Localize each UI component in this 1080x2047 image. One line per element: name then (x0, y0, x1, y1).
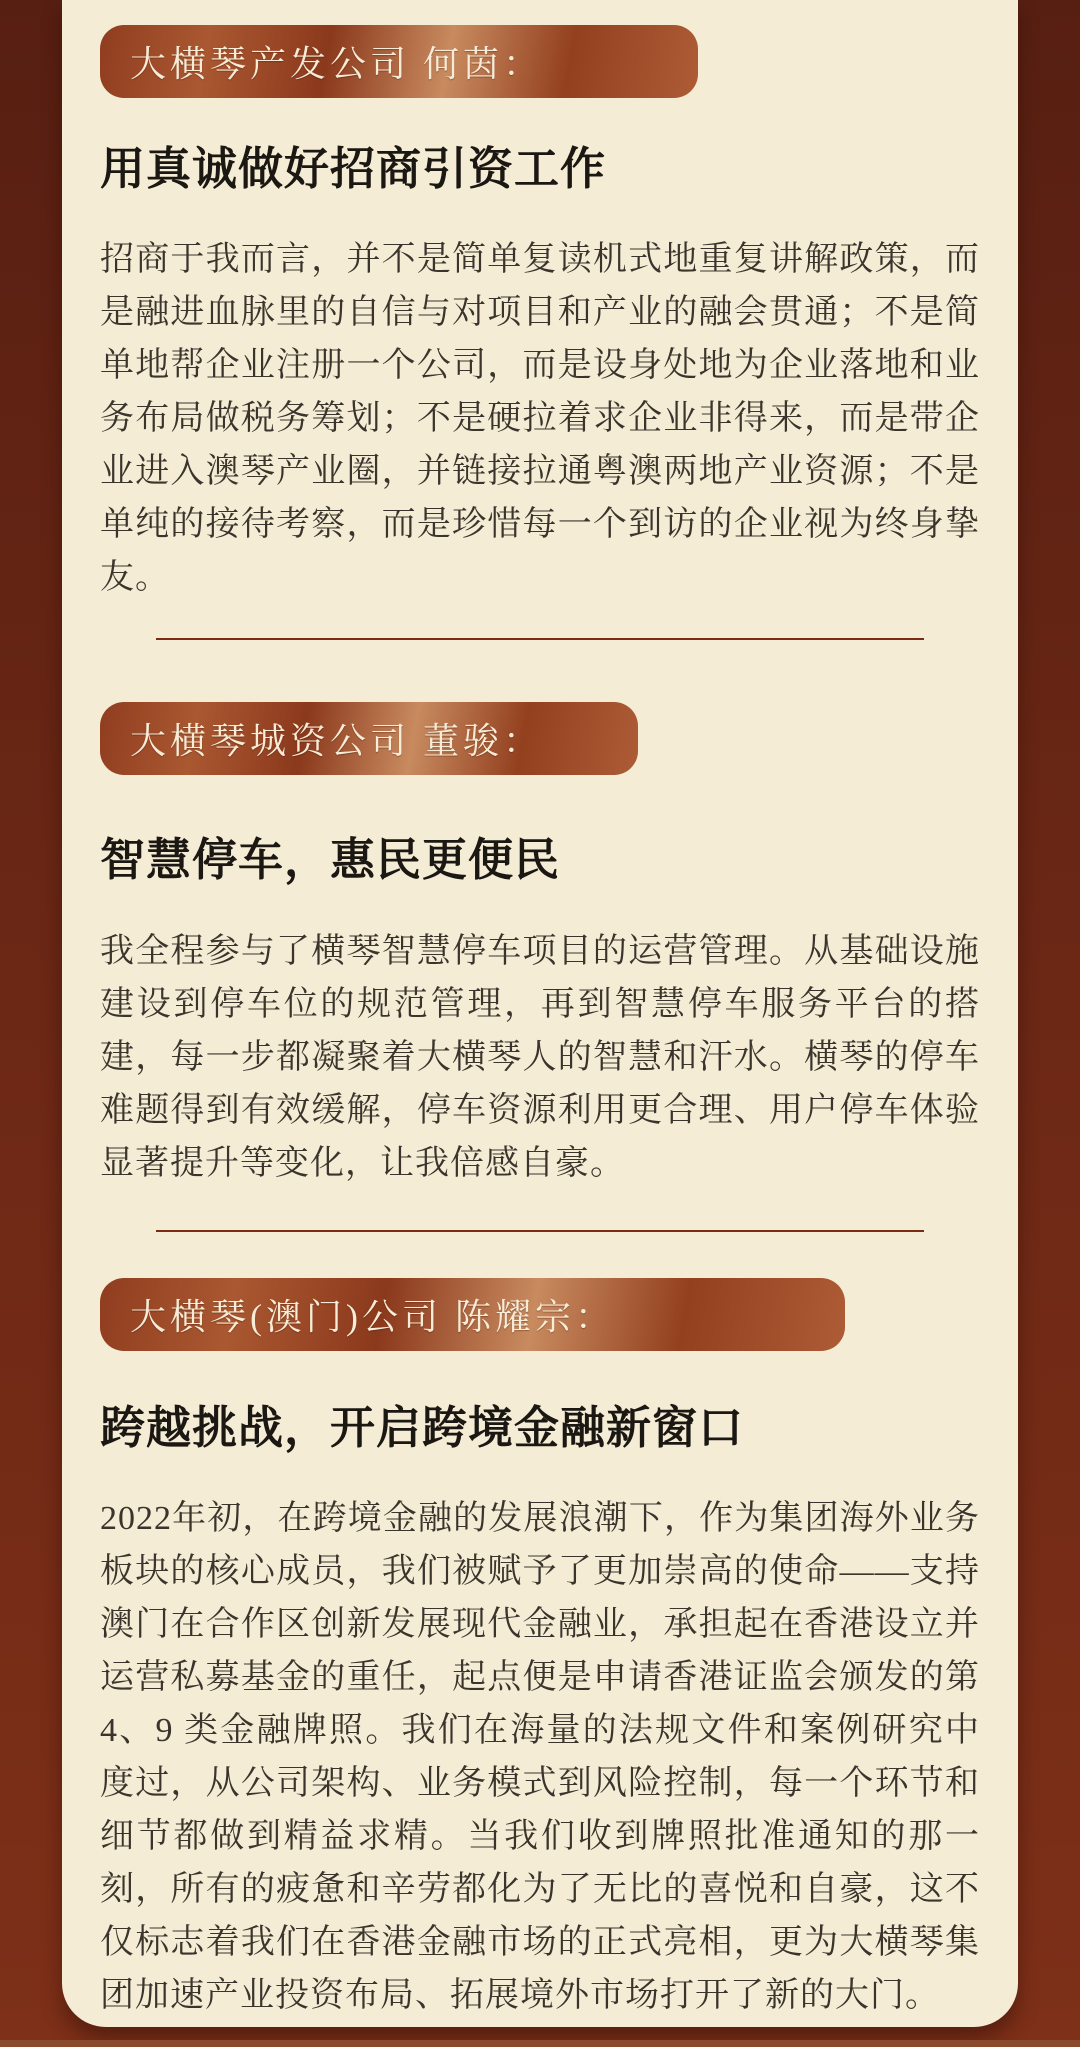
speaker-badge-label: 大横琴产发公司 何茵： (130, 44, 544, 84)
testimonial-body: 招商于我而言，并不是简单复读机式地重复讲解政策，而是融进血脉里的自信与对项目和产业的融会贯通；不是简单地帮企业注册一个公司，而是设身处地为企业落地和业务布局做税务筹划；不是硬拉着求企业非得来，而是带企业进入澳琴产业圈，并链接拉通粤澳两地产业资源；不是单纯的接待考察，而是珍惜每一个到访的企业视为终身挚友。 (100, 241, 980, 597)
testimonial-heading: 跨越挑战，开启跨境金融新窗口 (100, 1402, 745, 1453)
testimonial-body: 2022年初，在跨境金融的发展浪潮下，作为集团海外业务板块的核心成员，我们被赋予了更加崇高的使命——支持澳门在合作区创新发展现代金融业，承担起在香港设立并运营私募基金的重任，起点便是申请香港证监会颁发的第 4、9 类金融牌照。我们在海量的法规文件和案例研究中度过，从公司架构、业务模式到风险控制，每一个环节和细节都做到精益求精。当我们收到牌照批准通知的那一刻，所有的疲惫和辛劳都化为了无比的喜悦和自豪，这不仅标志着我们在香港金融市场的正式亮相，更为大横琴集团加速产业投资布局、拓展境外市场打开了新的大门。 (100, 1500, 980, 2015)
testimonial-section-chanfa (100, 25, 980, 604)
speaker-badge-label: 大横琴(澳门)公司 陈耀宗： (130, 1296, 615, 1337)
article-panel (62, 0, 1018, 2027)
testimonial-section-macau (100, 1278, 980, 2022)
testimonial-heading: 用真诚做好招商引资工作 (100, 144, 607, 194)
next-card-edge (0, 2040, 1080, 2047)
testimonial-section-chengzi (100, 702, 980, 1189)
speaker-badge-label: 大横琴城资公司 董骏： (130, 721, 544, 762)
section-divider (156, 1230, 924, 1232)
testimonial-body: 我全程参与了横琴智慧停车项目的运营管理。从基础设施建设到停车位的规范管理，再到智慧停车服务平台的搭建，每一步都凝聚着大横琴人的智慧和汗水。横琴的停车难题得到有效缓解，停车资源利用更合理、用户停车体验显著提升等变化，让我倍感自豪。 (100, 932, 980, 1182)
speaker-badge (100, 702, 638, 775)
testimonial-heading: 智慧停车，惠民更便民 (100, 835, 561, 886)
speaker-badge (100, 1278, 845, 1351)
section-divider (156, 638, 924, 640)
speaker-badge (100, 25, 698, 98)
